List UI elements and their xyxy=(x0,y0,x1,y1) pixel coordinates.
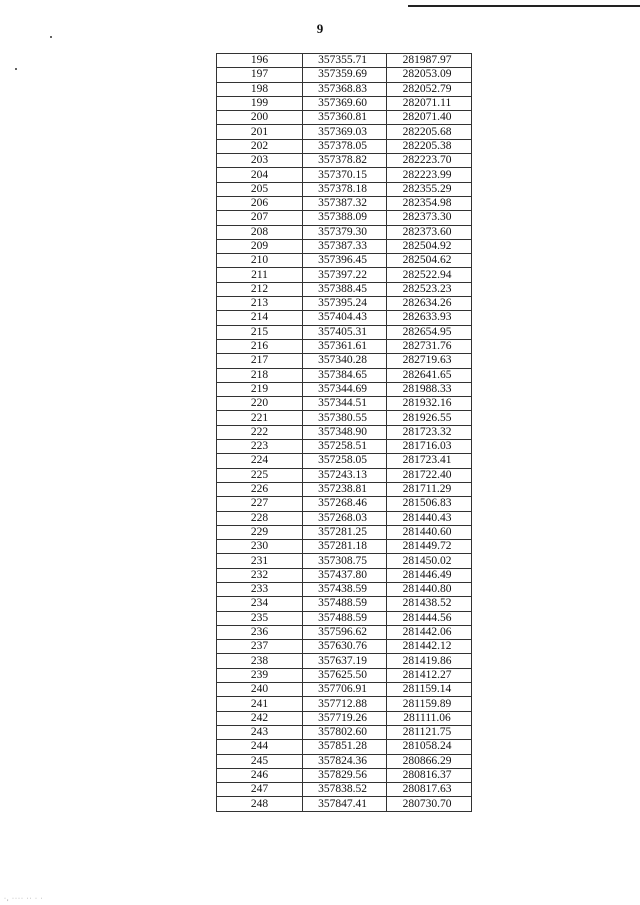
x-coordinate-cell: 357378.18 xyxy=(303,182,387,196)
point-number-cell: 214 xyxy=(217,311,303,325)
table-row xyxy=(217,139,472,153)
scan-speck xyxy=(50,36,52,38)
table-row xyxy=(217,311,472,325)
table-row xyxy=(217,611,472,625)
y-coordinate-cell: 281716.03 xyxy=(387,440,472,454)
x-coordinate-cell: 357281.25 xyxy=(303,525,387,539)
x-coordinate-cell: 357712.88 xyxy=(303,697,387,711)
x-coordinate-cell: 357344.69 xyxy=(303,382,387,396)
table-row xyxy=(217,168,472,182)
y-coordinate-cell: 282719.63 xyxy=(387,354,472,368)
point-number-cell: 216 xyxy=(217,339,303,353)
point-number-cell: 228 xyxy=(217,511,303,525)
scan-artifact-marks: ·, ···· ·· · · xyxy=(4,896,44,902)
point-number-cell: 246 xyxy=(217,768,303,782)
x-coordinate-cell: 357344.51 xyxy=(303,397,387,411)
y-coordinate-cell: 282071.40 xyxy=(387,111,472,125)
coordinates-table-body xyxy=(217,54,472,812)
table-row xyxy=(217,268,472,282)
point-number-cell: 211 xyxy=(217,268,303,282)
y-coordinate-cell: 281446.49 xyxy=(387,568,472,582)
x-coordinate-cell: 357396.45 xyxy=(303,254,387,268)
y-coordinate-cell: 281412.27 xyxy=(387,668,472,682)
table-row xyxy=(217,397,472,411)
table-row xyxy=(217,768,472,782)
x-coordinate-cell: 357388.09 xyxy=(303,211,387,225)
x-coordinate-cell: 357369.60 xyxy=(303,96,387,110)
y-coordinate-cell: 281419.86 xyxy=(387,654,472,668)
y-coordinate-cell: 282223.70 xyxy=(387,154,472,168)
y-coordinate-cell: 282504.62 xyxy=(387,254,472,268)
x-coordinate-cell: 357268.46 xyxy=(303,497,387,511)
y-coordinate-cell: 281722.40 xyxy=(387,468,472,482)
table-row xyxy=(217,754,472,768)
point-number-cell: 209 xyxy=(217,239,303,253)
y-coordinate-cell: 281159.89 xyxy=(387,697,472,711)
table-row xyxy=(217,282,472,296)
x-coordinate-cell: 357438.59 xyxy=(303,582,387,596)
point-number-cell: 241 xyxy=(217,697,303,711)
x-coordinate-cell: 357829.56 xyxy=(303,768,387,782)
y-coordinate-cell: 282052.79 xyxy=(387,82,472,96)
point-number-cell: 210 xyxy=(217,254,303,268)
point-number-cell: 204 xyxy=(217,168,303,182)
table-row xyxy=(217,497,472,511)
point-number-cell: 239 xyxy=(217,668,303,682)
table-row xyxy=(217,625,472,639)
y-coordinate-cell: 282731.76 xyxy=(387,339,472,353)
x-coordinate-cell: 357370.15 xyxy=(303,168,387,182)
table-row xyxy=(217,697,472,711)
table-row xyxy=(217,82,472,96)
point-number-cell: 233 xyxy=(217,582,303,596)
x-coordinate-cell: 357379.30 xyxy=(303,225,387,239)
table-row xyxy=(217,482,472,496)
x-coordinate-cell: 357824.36 xyxy=(303,754,387,768)
x-coordinate-cell: 357308.75 xyxy=(303,554,387,568)
table-row xyxy=(217,797,472,811)
y-coordinate-cell: 282633.93 xyxy=(387,311,472,325)
x-coordinate-cell: 357378.82 xyxy=(303,154,387,168)
table-row xyxy=(217,511,472,525)
point-number-cell: 238 xyxy=(217,654,303,668)
table-row xyxy=(217,640,472,654)
x-coordinate-cell: 357637.19 xyxy=(303,654,387,668)
y-coordinate-cell: 282373.30 xyxy=(387,211,472,225)
table-row xyxy=(217,354,472,368)
x-coordinate-cell: 357395.24 xyxy=(303,297,387,311)
x-coordinate-cell: 357384.65 xyxy=(303,368,387,382)
x-coordinate-cell: 357388.45 xyxy=(303,282,387,296)
point-number-cell: 240 xyxy=(217,683,303,697)
y-coordinate-cell: 282522.94 xyxy=(387,268,472,282)
table-row xyxy=(217,425,472,439)
x-coordinate-cell: 357243.13 xyxy=(303,468,387,482)
table-row xyxy=(217,683,472,697)
x-coordinate-cell: 357387.33 xyxy=(303,239,387,253)
y-coordinate-cell: 281440.80 xyxy=(387,582,472,596)
table-row xyxy=(217,254,472,268)
x-coordinate-cell: 357361.61 xyxy=(303,339,387,353)
table-row xyxy=(217,540,472,554)
y-coordinate-cell: 280816.37 xyxy=(387,768,472,782)
point-number-cell: 207 xyxy=(217,211,303,225)
point-number-cell: 208 xyxy=(217,225,303,239)
point-number-cell: 223 xyxy=(217,440,303,454)
y-coordinate-cell: 282641.65 xyxy=(387,368,472,382)
y-coordinate-cell: 282071.11 xyxy=(387,96,472,110)
point-number-cell: 245 xyxy=(217,754,303,768)
y-coordinate-cell: 281444.56 xyxy=(387,611,472,625)
point-number-cell: 220 xyxy=(217,397,303,411)
table-row xyxy=(217,668,472,682)
y-coordinate-cell: 281723.41 xyxy=(387,454,472,468)
table-row xyxy=(217,654,472,668)
coordinates-table xyxy=(216,53,472,812)
table-row xyxy=(217,411,472,425)
table-row xyxy=(217,783,472,797)
y-coordinate-cell: 282205.38 xyxy=(387,139,472,153)
point-number-cell: 200 xyxy=(217,111,303,125)
x-coordinate-cell: 357340.28 xyxy=(303,354,387,368)
y-coordinate-cell: 281926.55 xyxy=(387,411,472,425)
y-coordinate-cell: 282373.60 xyxy=(387,225,472,239)
y-coordinate-cell: 280817.63 xyxy=(387,783,472,797)
x-coordinate-cell: 357387.32 xyxy=(303,196,387,210)
table-row xyxy=(217,440,472,454)
scan-speck xyxy=(15,68,17,70)
point-number-cell: 248 xyxy=(217,797,303,811)
point-number-cell: 237 xyxy=(217,640,303,654)
x-coordinate-cell: 357851.28 xyxy=(303,740,387,754)
table-row xyxy=(217,740,472,754)
y-coordinate-cell: 281711.29 xyxy=(387,482,472,496)
point-number-cell: 229 xyxy=(217,525,303,539)
y-coordinate-cell: 281121.75 xyxy=(387,725,472,739)
x-coordinate-cell: 357258.05 xyxy=(303,454,387,468)
table-row xyxy=(217,368,472,382)
y-coordinate-cell: 281988.33 xyxy=(387,382,472,396)
x-coordinate-cell: 357359.69 xyxy=(303,68,387,82)
point-number-cell: 230 xyxy=(217,540,303,554)
x-coordinate-cell: 357355.71 xyxy=(303,54,387,68)
table-row xyxy=(217,711,472,725)
table-row xyxy=(217,68,472,82)
x-coordinate-cell: 357847.41 xyxy=(303,797,387,811)
x-coordinate-cell: 357488.59 xyxy=(303,597,387,611)
y-coordinate-cell: 281932.16 xyxy=(387,397,472,411)
table-row xyxy=(217,325,472,339)
point-number-cell: 224 xyxy=(217,454,303,468)
point-number-cell: 243 xyxy=(217,725,303,739)
x-coordinate-cell: 357437.80 xyxy=(303,568,387,582)
point-number-cell: 221 xyxy=(217,411,303,425)
point-number-cell: 244 xyxy=(217,740,303,754)
point-number-cell: 222 xyxy=(217,425,303,439)
x-coordinate-cell: 357238.81 xyxy=(303,482,387,496)
table-row xyxy=(217,239,472,253)
table-row xyxy=(217,725,472,739)
table-row xyxy=(217,125,472,139)
table-row xyxy=(217,525,472,539)
x-coordinate-cell: 357719.26 xyxy=(303,711,387,725)
table-row xyxy=(217,111,472,125)
x-coordinate-cell: 357802.60 xyxy=(303,725,387,739)
table-row xyxy=(217,582,472,596)
table-row xyxy=(217,297,472,311)
y-coordinate-cell: 282523.23 xyxy=(387,282,472,296)
table-row xyxy=(217,468,472,482)
point-number-cell: 199 xyxy=(217,96,303,110)
y-coordinate-cell: 281058.24 xyxy=(387,740,472,754)
point-number-cell: 227 xyxy=(217,497,303,511)
y-coordinate-cell: 282634.26 xyxy=(387,297,472,311)
x-coordinate-cell: 357397.22 xyxy=(303,268,387,282)
y-coordinate-cell: 281723.32 xyxy=(387,425,472,439)
x-coordinate-cell: 357405.31 xyxy=(303,325,387,339)
x-coordinate-cell: 357348.90 xyxy=(303,425,387,439)
table-row xyxy=(217,54,472,68)
point-number-cell: 232 xyxy=(217,568,303,582)
x-coordinate-cell: 357625.50 xyxy=(303,668,387,682)
point-number-cell: 202 xyxy=(217,139,303,153)
point-number-cell: 212 xyxy=(217,282,303,296)
y-coordinate-cell: 281438.52 xyxy=(387,597,472,611)
page-number: 9 xyxy=(316,21,324,36)
point-number-cell: 197 xyxy=(217,68,303,82)
table-row xyxy=(217,454,472,468)
x-coordinate-cell: 357258.51 xyxy=(303,440,387,454)
y-coordinate-cell: 281450.02 xyxy=(387,554,472,568)
y-coordinate-cell: 281159.14 xyxy=(387,683,472,697)
point-number-cell: 218 xyxy=(217,368,303,382)
y-coordinate-cell: 281506.83 xyxy=(387,497,472,511)
y-coordinate-cell: 281449.72 xyxy=(387,540,472,554)
point-number-cell: 198 xyxy=(217,82,303,96)
y-coordinate-cell: 282223.99 xyxy=(387,168,472,182)
y-coordinate-cell: 281111.06 xyxy=(387,711,472,725)
y-coordinate-cell: 282354.98 xyxy=(387,196,472,210)
point-number-cell: 234 xyxy=(217,597,303,611)
x-coordinate-cell: 357488.59 xyxy=(303,611,387,625)
y-coordinate-cell: 281440.43 xyxy=(387,511,472,525)
point-number-cell: 231 xyxy=(217,554,303,568)
point-number-cell: 217 xyxy=(217,354,303,368)
x-coordinate-cell: 357368.83 xyxy=(303,82,387,96)
x-coordinate-cell: 357378.05 xyxy=(303,139,387,153)
y-coordinate-cell: 282205.68 xyxy=(387,125,472,139)
table-row xyxy=(217,96,472,110)
table-row xyxy=(217,211,472,225)
table-row xyxy=(217,339,472,353)
point-number-cell: 203 xyxy=(217,154,303,168)
y-coordinate-cell: 282654.95 xyxy=(387,325,472,339)
x-coordinate-cell: 357369.03 xyxy=(303,125,387,139)
table-row xyxy=(217,568,472,582)
table-row xyxy=(217,154,472,168)
y-coordinate-cell: 282053.09 xyxy=(387,68,472,82)
x-coordinate-cell: 357360.81 xyxy=(303,111,387,125)
header-rule xyxy=(408,5,640,7)
y-coordinate-cell: 281442.06 xyxy=(387,625,472,639)
table-row xyxy=(217,597,472,611)
x-coordinate-cell: 357281.18 xyxy=(303,540,387,554)
table-row xyxy=(217,554,472,568)
point-number-cell: 247 xyxy=(217,783,303,797)
y-coordinate-cell: 281440.60 xyxy=(387,525,472,539)
point-number-cell: 219 xyxy=(217,382,303,396)
table-row xyxy=(217,225,472,239)
point-number-cell: 196 xyxy=(217,54,303,68)
point-number-cell: 206 xyxy=(217,196,303,210)
y-coordinate-cell: 281442.12 xyxy=(387,640,472,654)
y-coordinate-cell: 280866.29 xyxy=(387,754,472,768)
y-coordinate-cell: 281987.97 xyxy=(387,54,472,68)
point-number-cell: 225 xyxy=(217,468,303,482)
point-number-cell: 236 xyxy=(217,625,303,639)
point-number-cell: 215 xyxy=(217,325,303,339)
point-number-cell: 235 xyxy=(217,611,303,625)
point-number-cell: 213 xyxy=(217,297,303,311)
table-row xyxy=(217,182,472,196)
point-number-cell: 242 xyxy=(217,711,303,725)
y-coordinate-cell: 282504.92 xyxy=(387,239,472,253)
table-row xyxy=(217,382,472,396)
x-coordinate-cell: 357838.52 xyxy=(303,783,387,797)
x-coordinate-cell: 357706.91 xyxy=(303,683,387,697)
x-coordinate-cell: 357404.43 xyxy=(303,311,387,325)
point-number-cell: 201 xyxy=(217,125,303,139)
x-coordinate-cell: 357630.76 xyxy=(303,640,387,654)
x-coordinate-cell: 357596.62 xyxy=(303,625,387,639)
y-coordinate-cell: 282355.29 xyxy=(387,182,472,196)
point-number-cell: 205 xyxy=(217,182,303,196)
table-row xyxy=(217,196,472,210)
x-coordinate-cell: 357268.03 xyxy=(303,511,387,525)
point-number-cell: 226 xyxy=(217,482,303,496)
x-coordinate-cell: 357380.55 xyxy=(303,411,387,425)
y-coordinate-cell: 280730.70 xyxy=(387,797,472,811)
